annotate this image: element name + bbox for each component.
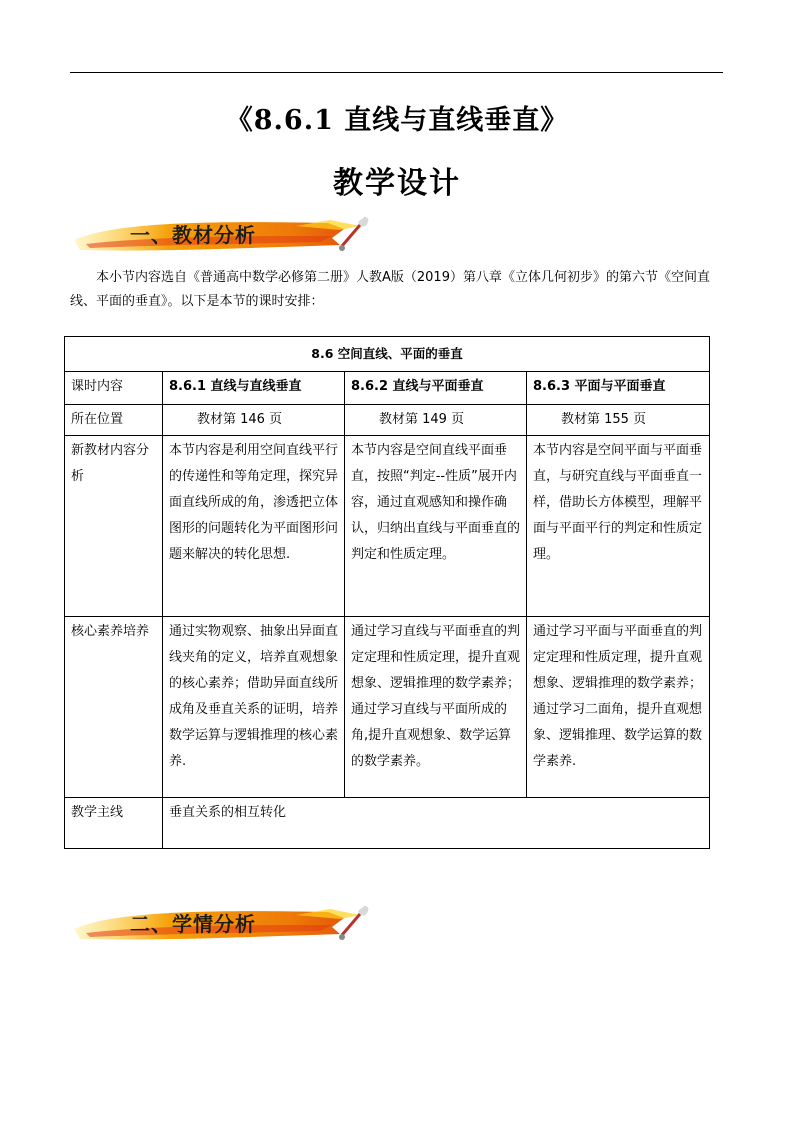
core-literacy-cell: 通过实物观察、抽象出异面直线夹角的定义，培养直观想象的核心素养；借助异面直线所成角及垂直关系的证明，培养数学运算与逻辑推理的核心素养. bbox=[163, 617, 345, 798]
section-banner-student-analysis bbox=[70, 903, 370, 949]
section-heading: 一、教材分析 bbox=[130, 223, 256, 247]
table-row bbox=[65, 372, 710, 405]
row-label: 新教材内容分析 bbox=[65, 436, 163, 617]
row-label: 核心素养培养 bbox=[65, 617, 163, 798]
intro-paragraph: 本小节内容选自《普通高中数学必修第二册》人教A版（2019）第八章《立体几何初步》的第六节《空间直线、平面的垂直》。以下是本节的课时安排： bbox=[70, 270, 710, 309]
lesson-title-cell: 8.6.3 平面与平面垂直 bbox=[527, 372, 710, 405]
table-row bbox=[65, 405, 710, 436]
lesson-title-cell: 8.6.2 直线与平面垂直 bbox=[345, 372, 527, 405]
teaching-mainline-cell: 垂直关系的相互转化 bbox=[163, 798, 710, 849]
row-label: 教学主线 bbox=[65, 798, 163, 849]
content-analysis-cell: 本节内容是空间平面与平面垂直，与研究直线与平面垂直一样，借助长方体模型，理解平面与平面平行的判定和性质定理。 bbox=[527, 436, 710, 617]
row-label: 所在位置 bbox=[65, 405, 163, 436]
table-caption: 8.6 空间直线、平面的垂直 bbox=[65, 337, 710, 372]
row-label: 课时内容 bbox=[65, 372, 163, 405]
quill-icon bbox=[339, 218, 368, 252]
page-location-cell: 教材第 149 页 bbox=[345, 405, 527, 436]
header-rule bbox=[70, 72, 723, 73]
quill-icon bbox=[339, 907, 368, 941]
core-literacy-cell: 通过学习平面与平面垂直的判定定理和性质定理，提升直观想象、逻辑推理的数学素养；通过学习二面角，提升直观想象、逻辑推理、数学运算的数学素养. bbox=[527, 617, 710, 798]
lesson-title-cell: 8.6.1 直线与直线垂直 bbox=[163, 372, 345, 405]
document-title: 《8.6.1 直线与直线垂直》 bbox=[225, 105, 569, 136]
lesson-schedule-table bbox=[64, 336, 710, 849]
document-subtitle: 教学设计 bbox=[333, 166, 461, 201]
section-banner-textbook-analysis bbox=[70, 214, 370, 260]
page-location-cell: 教材第 155 页 bbox=[527, 405, 710, 436]
table-row bbox=[65, 617, 710, 798]
content-analysis-cell: 本节内容是利用空间直线平行的传递性和等角定理，探究异面直线所成的角，渗透把立体图形的问题转化为平面图形问题来解决的转化思想. bbox=[163, 436, 345, 617]
content-analysis-cell: 本节内容是空间直线平面垂直，按照“判定--性质”展开内容，通过直观感知和操作确认，归纳出直线与平面垂直的判定和性质定理。 bbox=[345, 436, 527, 617]
table-row bbox=[65, 436, 710, 617]
core-literacy-cell: 通过学习直线与平面垂直的判定定理和性质定理，提升直观想象、逻辑推理的数学素养；通过学习直线与平面所成的角,提升直观想象、数学运算的数学素养。 bbox=[345, 617, 527, 798]
section-heading: 二、学情分析 bbox=[130, 912, 256, 936]
table-row bbox=[65, 798, 710, 849]
page-location-cell: 教材第 146 页 bbox=[163, 405, 345, 436]
